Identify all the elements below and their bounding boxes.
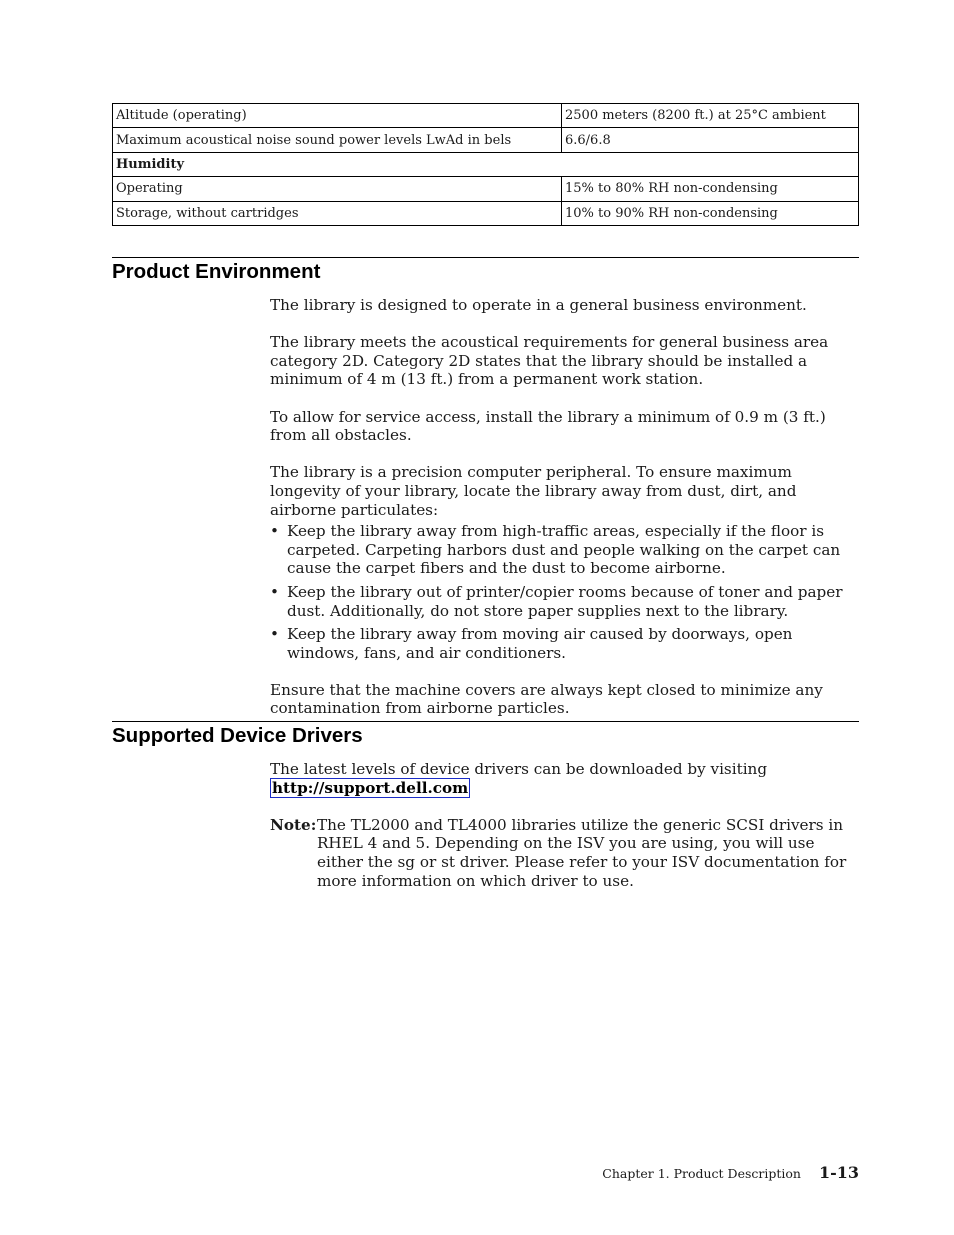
list-item [270,522,852,578]
table-row [113,201,859,225]
table-row [113,152,859,176]
list-item-text: Keep the library away from high-traffic areas, especially if the floor is carpeted. Carpeting harbors dust and people walking on the carpet can cause the carpet fibers and the dust to become airborne. [287,522,841,578]
page-footer [602,1163,859,1182]
support-link[interactable]: http://support.dell.com [272,778,469,797]
list-item-text: Keep the library away from moving air caused by doorways, open windows, fans, and air conditioners. [287,625,793,662]
table-group-header: Humidity [113,152,859,176]
table-row [113,128,859,152]
section-divider [112,257,859,258]
list-item [270,625,852,662]
bullet-icon: • [270,625,279,644]
product-environment-body [270,296,852,737]
note-block [270,816,852,890]
table-cell-value: 2500 meters (8200 ft.) at 25°C ambient [562,104,859,128]
bullet-icon: • [270,522,279,541]
table-cell-label: Operating [113,177,562,201]
section-divider [112,721,859,722]
table-cell-value: 6.6/6.8 [562,128,859,152]
table-cell-value: 10% to 90% RH non-condensing [562,201,859,225]
bullet-icon: • [270,582,279,601]
footer-chapter: Chapter 1. Product Description [602,1166,801,1181]
page-number: 1-13 [818,1163,859,1182]
section-title-supported-device-drivers: Supported Device Drivers [112,724,363,747]
bullet-list [270,522,852,662]
note-label: Note: [270,815,317,834]
drivers-intro-text: The latest levels of device drivers can be downloaded by visiting [270,760,768,778]
paragraph: Ensure that the machine covers are always kept closed to minimize any contamination from airborne particles. [270,680,823,718]
note-text: The TL2000 and TL4000 libraries utilize the generic SCSI drivers in RHEL 4 and 5. Depending on the ISV you are using, you will use either the sg or st driver. Please refer to your ISV documentation for more information on which driver to use. [317,815,847,890]
table-cell-label: Altitude (operating) [113,104,562,128]
table-cell-label: Storage, without cartridges [113,201,562,225]
paragraph [270,760,852,797]
paragraph: The library is a precision computer peripheral. To ensure maximum longevity of your library, locate the library away from dust, dirt, and airborne particulates: [270,463,797,519]
list-item-text: Keep the library out of printer/copier rooms because of toner and paper dust. Additionally, do not store paper supplies next to the library. [287,582,843,620]
table-row [113,104,859,128]
paragraph: To allow for service access, install the library a minimum of 0.9 m (3 ft.) from all obstacles. [270,407,826,445]
paragraph: The library meets the acoustical requirements for general business area category 2D. Category 2D states that the library should be installed a minimum of 4 m (13 ft.) from a permanent work station. [270,333,829,389]
list-item [270,583,852,620]
table-cell-value: 15% to 80% RH non-condensing [562,177,859,201]
paragraph: The library is designed to operate in a general business environment. [270,296,807,314]
section-title-product-environment: Product Environment [112,260,321,283]
environment-spec-table [112,103,859,226]
table-cell-label: Maximum acoustical noise sound power levels LwAd in bels [113,128,562,152]
supported-drivers-body [270,760,852,890]
table-row [113,177,859,201]
